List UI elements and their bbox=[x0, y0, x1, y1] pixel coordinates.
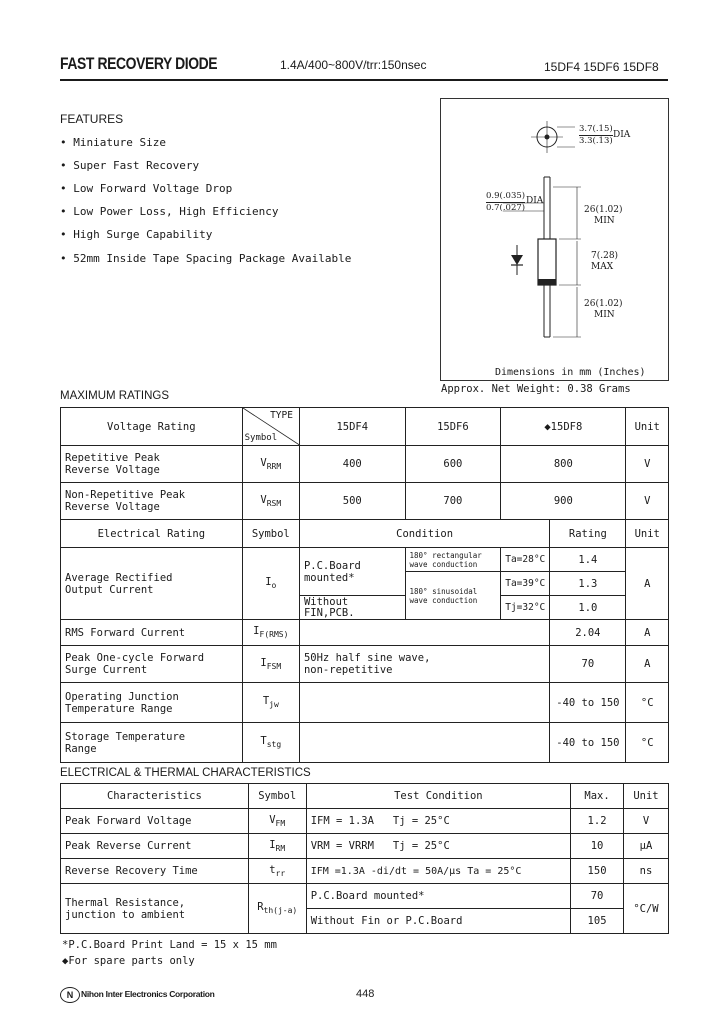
rth-symbol: $R_{th(j-a)}$ bbox=[248, 884, 306, 934]
elec-rating-header: Electrical Rating bbox=[61, 520, 243, 548]
surge-name: Peak One-cycle Forward Surge Current bbox=[61, 646, 243, 683]
dimension-drawing bbox=[440, 98, 669, 381]
tj-value: -40 to 150 bbox=[550, 683, 626, 723]
company-logo: N bbox=[60, 987, 80, 1003]
feature-item: • 52mm Inside Tape Spacing Package Available bbox=[60, 252, 352, 265]
trr-condition: IFM =1.3A -di/dt = 50A/μs Ta = 25°C bbox=[306, 859, 570, 884]
note-print-land: *P.C.Board Print Land = 15 x 15 mm bbox=[62, 939, 277, 951]
vfm-unit: V bbox=[624, 809, 669, 834]
voltage-rating-header: Voltage Rating bbox=[61, 408, 243, 446]
elec-symbol-header: Symbol bbox=[242, 520, 299, 548]
max-ratings-table bbox=[60, 407, 669, 763]
lead-dia-top: 0.9(.035) bbox=[486, 191, 526, 201]
elec-unit-header: Unit bbox=[626, 520, 669, 548]
rth-condition-1: P.C.Board mounted* bbox=[306, 884, 570, 909]
features-heading: FEATURES bbox=[60, 112, 124, 126]
thermal-table bbox=[60, 783, 669, 934]
irm-unit: μA bbox=[624, 834, 669, 859]
irm-max: 10 bbox=[571, 834, 624, 859]
rms-unit: A bbox=[626, 620, 669, 646]
tj-unit: °C bbox=[626, 683, 669, 723]
char-header: Characteristics bbox=[61, 784, 249, 809]
vrsm-15df4: 500 bbox=[299, 483, 405, 520]
vfm-symbol: $V_{FM}$ bbox=[248, 809, 306, 834]
type-label: TYPE bbox=[270, 410, 293, 421]
avg-val-3: 1.0 bbox=[550, 596, 626, 620]
type-15df8: ◆15DF8 bbox=[501, 408, 626, 446]
vfm-name: Peak Forward Voltage bbox=[61, 809, 249, 834]
dimensions-caption: Dimensions in mm (Inches) bbox=[495, 367, 646, 378]
elec-value-header: Rating bbox=[550, 520, 626, 548]
vrsm-15df8: 900 bbox=[501, 483, 626, 520]
tstg-value: -40 to 150 bbox=[550, 723, 626, 763]
tj-condition bbox=[299, 683, 549, 723]
no-fin-cell: Without FIN,PCB. bbox=[299, 596, 405, 620]
char-unit-header: Unit bbox=[624, 784, 669, 809]
lead-length-bottom: 26(1.02) bbox=[584, 299, 623, 309]
pcb-mounted-cell: P.C.Board mounted* bbox=[299, 548, 405, 596]
avg-temp-3: Tj=32°C bbox=[501, 596, 550, 620]
surge-value: 70 bbox=[550, 646, 626, 683]
trr-unit: ns bbox=[624, 859, 669, 884]
vrsm-symbol: $V_{RSM}$ bbox=[242, 483, 299, 520]
tstg-symbol: $T_{stg}$ bbox=[242, 723, 299, 763]
avg-temp-2: Ta=39°C bbox=[501, 572, 550, 596]
vrrm-15df6: 600 bbox=[405, 446, 501, 483]
body-length-max: MAX bbox=[591, 262, 614, 272]
tj-name: Operating Junction Temperature Range bbox=[61, 683, 243, 723]
trr-max: 150 bbox=[571, 859, 624, 884]
feature-item: • Low Power Loss, High Efficiency bbox=[60, 205, 279, 218]
lead-length-top: 26(1.02) bbox=[584, 205, 623, 215]
vfm-max: 1.2 bbox=[571, 809, 624, 834]
irm-symbol: $I_{RM}$ bbox=[248, 834, 306, 859]
feature-item: • Super Fast Recovery bbox=[60, 159, 200, 172]
elec-condition-header: Condition bbox=[299, 520, 549, 548]
symbol-label: Symbol bbox=[244, 433, 278, 443]
rms-value: 2.04 bbox=[550, 620, 626, 646]
rms-symbol: $I_{F(RMS)}$ bbox=[242, 620, 299, 646]
trr-name: Reverse Recovery Time bbox=[61, 859, 249, 884]
lead-dia-label: DIA bbox=[526, 196, 544, 206]
body-dia-bottom: 3.3(.13) bbox=[579, 136, 613, 146]
vrrm-15df8: 800 bbox=[501, 446, 626, 483]
vrrm-unit: V bbox=[626, 446, 669, 483]
spec-line: 1.4A/400~800V/trr:150nsec bbox=[280, 58, 427, 72]
avg-temp-1: Ta=28°C bbox=[501, 548, 550, 572]
test-condition-header: Test Condition bbox=[306, 784, 570, 809]
rth-max-2: 105 bbox=[571, 909, 624, 934]
type-symbol-cell bbox=[242, 408, 299, 446]
surge-unit: A bbox=[626, 646, 669, 683]
irm-condition: VRM = VRRM Tj = 25°C bbox=[306, 834, 570, 859]
body-dia-top: 3.7(.15) bbox=[579, 124, 613, 134]
vrsm-unit: V bbox=[626, 483, 669, 520]
wave-rect-cell: 180° rectangular wave conduction bbox=[405, 548, 501, 572]
document-title: FAST RECOVERY DIODE bbox=[60, 54, 218, 73]
wave-sine-cell: 180° sinusoidal wave conduction bbox=[405, 572, 501, 620]
rth-name: Thermal Resistance, junction to ambient bbox=[61, 884, 249, 934]
max-header: Max. bbox=[571, 784, 624, 809]
lead-dia-bottom: 0.7(.027) bbox=[486, 203, 526, 213]
company-name: Nihon Inter Electronics Corporation bbox=[81, 989, 215, 999]
type-15df4: 15DF4 bbox=[299, 408, 405, 446]
avg-unit: A bbox=[626, 548, 669, 620]
vrrm-symbol: $V_{RRM}$ bbox=[242, 446, 299, 483]
vrsm-15df6: 700 bbox=[405, 483, 501, 520]
surge-condition: 50Hz half sine wave, non-repetitive bbox=[299, 646, 549, 683]
rms-condition bbox=[299, 620, 549, 646]
net-weight: Approx. Net Weight: 0.38 Grams bbox=[441, 383, 631, 395]
rth-condition-2: Without Fin or P.C.Board bbox=[306, 909, 570, 934]
char-symbol-header: Symbol bbox=[248, 784, 306, 809]
tstg-condition bbox=[299, 723, 549, 763]
avg-val-2: 1.3 bbox=[550, 572, 626, 596]
body-length: 7(.28) bbox=[591, 251, 619, 261]
feature-item: • High Surge Capability bbox=[60, 228, 213, 241]
surge-symbol: $I_{FSM}$ bbox=[242, 646, 299, 683]
irm-name: Peak Reverse Current bbox=[61, 834, 249, 859]
avg-current-symbol: $I_o$ bbox=[242, 548, 299, 620]
part-numbers: 15DF4 15DF6 15DF8 bbox=[544, 60, 659, 74]
unit-header: Unit bbox=[626, 408, 669, 446]
tj-symbol: $T_{jw}$ bbox=[242, 683, 299, 723]
lead-length-min-top: MIN bbox=[594, 216, 615, 226]
tstg-unit: °C bbox=[626, 723, 669, 763]
rth-max-1: 70 bbox=[571, 884, 624, 909]
trr-symbol: $t_{rr}$ bbox=[248, 859, 306, 884]
note-spare-parts: ◆For spare parts only bbox=[62, 955, 195, 967]
thermal-heading: ELECTRICAL & THERMAL CHARACTERISTICS bbox=[60, 767, 311, 779]
max-ratings-heading: MAXIMUM RATINGS bbox=[60, 390, 170, 402]
type-15df6: 15DF6 bbox=[405, 408, 501, 446]
vrrm-15df4: 400 bbox=[299, 446, 405, 483]
feature-item: • Low Forward Voltage Drop bbox=[60, 182, 233, 195]
vrsm-name: Non-Repetitive Peak Reverse Voltage bbox=[61, 483, 243, 520]
vfm-condition: IFM = 1.3A Tj = 25°C bbox=[306, 809, 570, 834]
rth-unit: °C/W bbox=[624, 884, 669, 934]
body-dia-label: DIA bbox=[613, 130, 631, 140]
avg-current-name: Average Rectified Output Current bbox=[61, 548, 243, 620]
feature-item: • Miniature Size bbox=[60, 136, 166, 149]
rms-name: RMS Forward Current bbox=[61, 620, 243, 646]
tstg-name: Storage Temperature Range bbox=[61, 723, 243, 763]
vrrm-name: Repetitive Peak Reverse Voltage bbox=[61, 446, 243, 483]
avg-val-1: 1.4 bbox=[550, 548, 626, 572]
page-number: 448 bbox=[356, 988, 375, 1000]
lead-length-min-bottom: MIN bbox=[594, 310, 615, 320]
diode-outline-svg bbox=[441, 99, 670, 382]
